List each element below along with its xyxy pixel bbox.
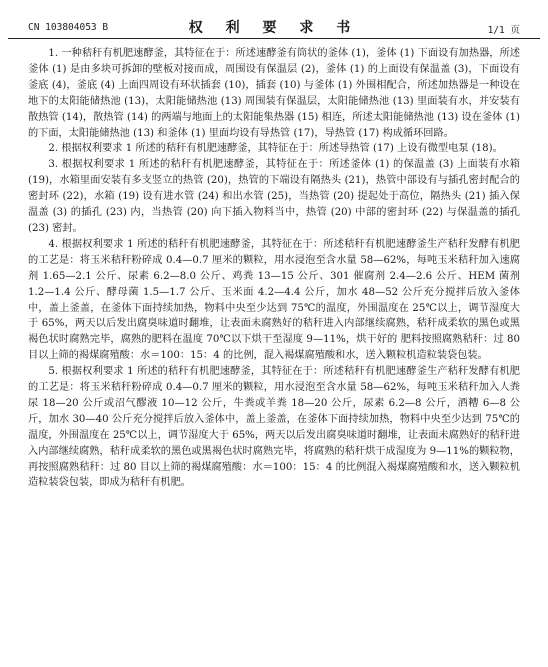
- page-header: [20, 0, 528, 34]
- claim-5: 5. 根据权利要求 1 所述的秸秆有机肥速酵釜，其特征在于：所述秸秆有机肥速酵釜生产秸秆发酵有机肥的工艺是：将玉米秸秆粉碎成 0.4—0.7 厘米的颗粒，用水浸泡至含水量 58—62%，每吨玉米秸秆加入人粪尿 18—20 公斤或沼气醪液 10—12 公斤，牛粪或羊粪 18—20 公斤，尿素 6.2—8 公斤，酒糟 6—8 公斤，加水 30—40 公斤充分搅拌后放入釜体中，盖上釜盖，在釜体下面持续加热，物料中央至少达到 75℃的温度，外围温度在 25℃以上，调节湿度大于 65%，两天以后发出腐臭味道时翻堆，让表面未腐熟好的秸秆进入内部继续腐熟，秸秆成柔软的黑色或黑褐色状时腐熟完毕，将腐熟的秸秆烘干成湿度为 9—11%的颗粒物，再按照腐熟秸秆：过 80 目以上筛的褐煤腐殖酸：水＝100：15：4 的比例混入褐煤腐殖酸和水，送入颗粒机造粒装袋包装，即成为秸秆有机肥。: [28, 366, 520, 489]
- page-number: 1/1 页: [487, 25, 520, 36]
- page-title: 权 利 要 求 书: [188, 20, 360, 36]
- claims-list: [28, 46, 520, 491]
- claim-3: 3. 根据权利要求 1 所述的秸秆有机肥速酵釜，其特征在于：所述釜体 (1) 的保温盖 (3) 上面装有水箱 (19)，水箱里面安装有多支竖立的热管 (20)，热管的下端设有隔热头 (21)，热管中部设有与插孔密封配合的密封环 (22)，水箱 (19) 设有进水管 (24) 和出水管 (25)，当热管 (20) 提起处于高位，隔热头 (21) 插入保温盖 (3) 的插孔 (23) 内，当热管 (20) 向下插入物料当中，热管 (20) 中部的密封环 (22) 与保温盖的插孔 (23) 密封。: [28, 159, 520, 234]
- document-number: CN 103804053 B: [28, 22, 109, 33]
- claim-2: 2. 根据权利要求 1 所述的秸秆有机肥速酵釜，其特征在于：所述导热管 (17) 上设有微型电泵 (18)。: [48, 143, 503, 155]
- claim-1: 1. 一种秸秆有机肥速酵釜，其特征在于：所述速酵釜有筒状的釜体 (1)，釜体 (1) 下面设有加热器，所述釜体 (1) 是由多块可拆卸的壁板对接而成，周围设有保温层 (2)，釜体 (1) 的上面设有保温盖 (3)，下面设有釜底 (4)，釜底 (4) 上面四周设有环状插套 (10)，插套 (10) 与釜体 (1) 外围相配合，所述加热器是一种设在地下的太阳能储热池 (13)，太阳能储热池 (13) 周围装有保温层，太阳能储热池 (13) 里面装有水，并安装有散热管 (14)，散热管 (14) 的两端与地面上的太阳能集热器 (15) 相连，所述太阳能储热池 (13) 设在釜体 (1) 的下面，太阳能储热池 (13) 和釜体 (1) 里面均设有导热管 (17)，导热管 (17) 构成循环回路。: [28, 48, 520, 139]
- claim-4: 4. 根据权利要求 1 所述的秸秆有机肥速酵釜，其特征在于：所述秸秆有机肥速酵釜生产秸秆发酵有机肥的工艺是：将玉米秸秆粉碎成 0.4—0.7 厘米的颗粒，用水浸泡至含水量 58—62%，每吨玉米秸秆加入速腐剂 1.65—2.1 公斤、尿素 6.2—8.0 公斤、鸡粪 13—15 公斤、301 催腐剂 2.4—2.6 公斤、HEM 菌剂 1.2—1.4 公斤、酵母菌 1.5—1.7 公斤、玉米面 4.2—4.4 公斤，加水 48—52 公斤充分搅拌后放入釜体中，盖上釜盖，在釜体下面持续加热，物料中央至少达到 75℃的温度，外围温度在 25℃以上，调节湿度大于 65%，两天以后发出腐臭味道时翻堆，让表面未腐熟好的秸秆进入内部继续腐熟，秸秆成柔软的黑色或黑褐色状时腐熟完毕，腐熟的肥料在温度 70℃以下烘干至湿度 9—11%，烘干好的 肥料按照腐熟秸秆：过 80 目以上筛的褐煤腐殖酸：水＝100：15：4 的比例，混入褐煤腐殖酸和水，送入颗粒机造粒装袋包装。: [28, 238, 520, 362]
- header-divider: [8, 38, 540, 39]
